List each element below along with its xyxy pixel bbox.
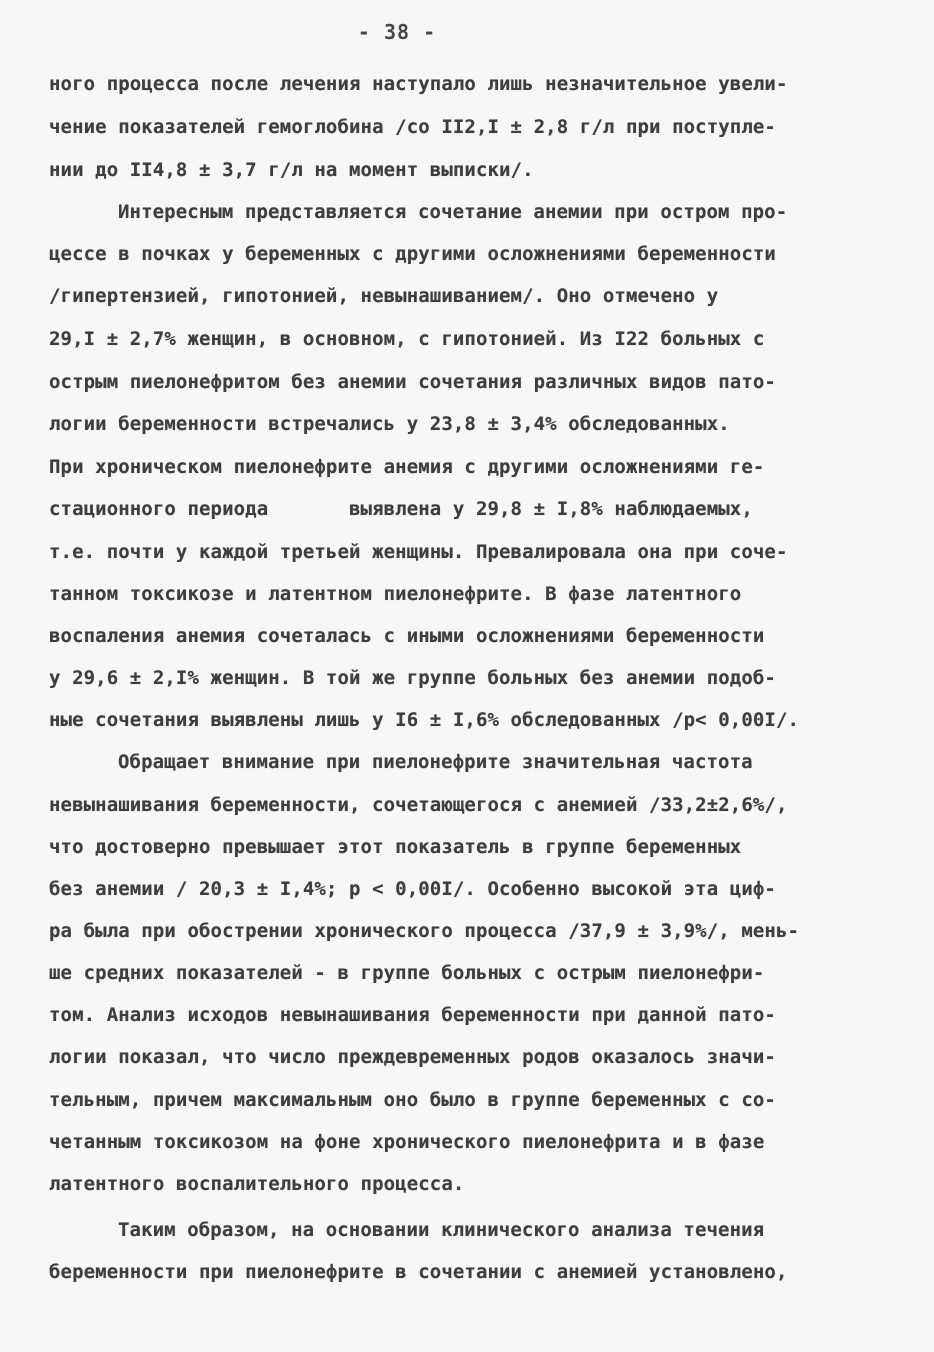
text-line: у 29,6 ± 2,I% женщин. В той же группе больных без анемии подоб-: [49, 667, 776, 689]
text-line: без анемии / 20,3 ± I,4%; р < 0,00I/. Особенно высокой эта циф-: [49, 878, 776, 900]
paragraph-first-line: Таким образом, на основании клинического анализа течения: [118, 1219, 765, 1241]
text-line: ше средних показателей - в группе больных с острым пиелонефри-: [49, 962, 765, 984]
text-line: логии показал, что число преждевременных родов оказалось значи-: [49, 1046, 776, 1068]
text-line: том. Анализ исходов невынашивания беременности при данной пато-: [49, 1004, 776, 1026]
text-line: острым пиелонефритом без анемии сочетания различных видов пато-: [49, 371, 776, 393]
text-line: чение показателей гемоглобина /со II2,I ± 2,8 г/л при поступле-: [49, 116, 776, 138]
text-line: танном токсикозе и латентном пиелонефрите. В фазе латентного: [49, 583, 742, 605]
text-line: ного процесса после лечения наступало лишь незначительное увели-: [49, 73, 788, 95]
paragraph-first-line: Интересным представляется сочетание анемии при остром про-: [118, 201, 788, 223]
text-line: т.е. почти у каждой третьей женщины. Превалировала она при соче-: [49, 541, 788, 563]
text-line: латентного воспалительного процесса.: [49, 1173, 465, 1195]
text-line: воспаления анемия сочеталась с иными осложнениями беременности: [49, 625, 765, 647]
text-line: /гипертензией, гипотонией, невынашиванием/. Оно отмечено у: [49, 285, 719, 307]
text-line: логии беременности встречались у 23,8 ± 3,4% обследованных.: [49, 413, 730, 435]
text-line: тельным, причем максимальным оно было в группе беременных с со-: [49, 1089, 776, 1111]
page-number: - 38 -: [357, 20, 437, 44]
text-line: четанным токсикозом на фоне хронического пиелонефрита и в фазе: [49, 1131, 765, 1153]
text-line: цессе в почках у беременных с другими осложнениями беременности: [49, 243, 776, 265]
text-line: нии до II4,8 ± 3,7 г/л на момент выписки/.: [49, 159, 534, 181]
text-line: невынашивания беременности, сочетающегося с анемией /33,2±2,6%/,: [49, 794, 788, 816]
text-line: 29,I ± 2,7% женщин, в основном, с гипотонией. Из I22 больных с: [49, 328, 765, 350]
text-line: При хроническом пиелонефрите анемия с другими осложнениями ге-: [49, 456, 765, 478]
paragraph-first-line: Обращает внимание при пиелонефрите значительная частота: [118, 751, 753, 773]
text-line: что достоверно превышает этот показатель в группе беременных: [49, 836, 742, 858]
text-line: ра была при обострении хронического процесса /37,9 ± 3,9%/, мень-: [49, 920, 800, 942]
text-line: ные сочетания выявлены лишь у I6 ± I,6% обследованных /р< 0,00I/.: [49, 709, 800, 731]
text-line: стационного периода выявлена у 29,8 ± I,8% наблюдаемых,: [49, 498, 753, 520]
text-line: беременности при пиелонефрите в сочетании с анемией установлено,: [49, 1261, 788, 1283]
